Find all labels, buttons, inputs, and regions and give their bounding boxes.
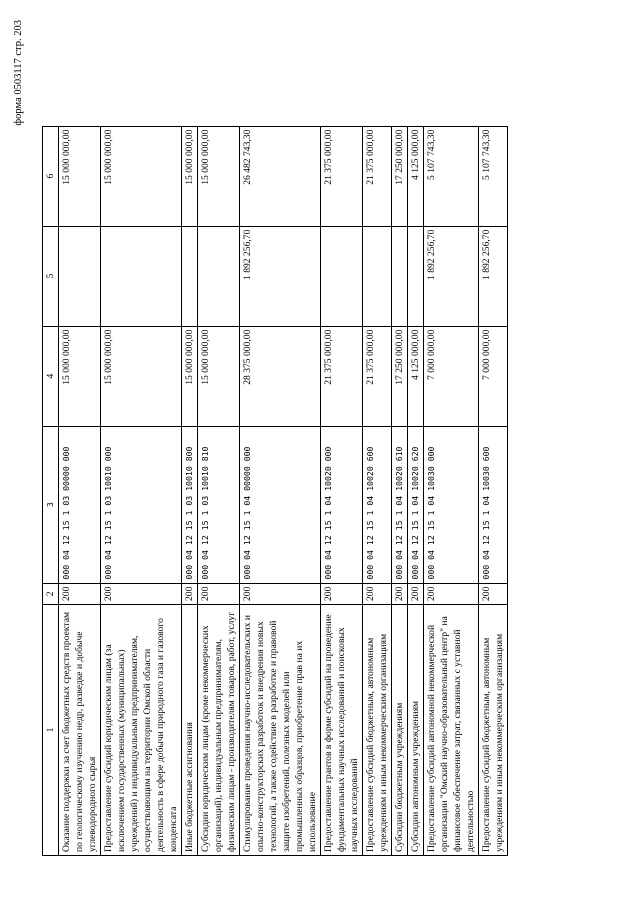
table-row bbox=[182, 126, 198, 855]
table-row bbox=[240, 126, 321, 855]
table-row bbox=[321, 126, 363, 855]
unexecuted-amount-cell: 15 000 000,00 bbox=[198, 126, 240, 226]
budget-code-cell: 000 04 12 15 1 04 10030 600 bbox=[479, 426, 508, 583]
executed-amount-cell bbox=[408, 226, 424, 326]
table-row bbox=[198, 126, 240, 855]
budget-code-cell: 000 04 12 15 1 03 10010 800 bbox=[182, 426, 198, 583]
unexecuted-amount-cell: 21 375 000,00 bbox=[363, 126, 392, 226]
line-code-cell: 200 bbox=[59, 583, 101, 604]
unexecuted-amount-cell: 15 000 000,00 bbox=[182, 126, 198, 226]
approved-amount-cell: 17 250 000,00 bbox=[392, 326, 408, 426]
unexecuted-amount-cell: 5 107 743,30 bbox=[479, 126, 508, 226]
executed-amount-cell bbox=[59, 226, 101, 326]
line-code-cell: 200 bbox=[408, 583, 424, 604]
indicator-name-cell: Предоставление субсидий юридическим лицам (за исключением государственных (муниципальных) учреждений) и индивидуальным предпринимателям, осуществляющим на территории Омской области деятельность в сфере добычи природного газа и газового конденсата bbox=[101, 605, 182, 856]
budget-code-cell: 000 04 12 15 1 04 10020 610 bbox=[392, 426, 408, 583]
budget-code-cell: 000 04 12 15 1 04 10020 620 bbox=[408, 426, 424, 583]
executed-amount-cell bbox=[321, 226, 363, 326]
approved-amount-cell: 15 000 000,00 bbox=[198, 326, 240, 426]
approved-amount-cell: 15 000 000,00 bbox=[182, 326, 198, 426]
header-cell: 5 bbox=[43, 226, 59, 326]
table-row bbox=[101, 126, 182, 855]
table-row bbox=[408, 126, 424, 855]
approved-amount-cell: 7 000 000,00 bbox=[479, 326, 508, 426]
header-cell: 6 bbox=[43, 126, 59, 226]
unexecuted-amount-cell: 17 250 000,00 bbox=[392, 126, 408, 226]
table-row bbox=[479, 126, 508, 855]
approved-amount-cell: 7 000 000,00 bbox=[424, 326, 479, 426]
line-code-cell: 200 bbox=[321, 583, 363, 604]
line-code-cell: 200 bbox=[363, 583, 392, 604]
header-cell: 1 bbox=[43, 605, 59, 856]
approved-amount-cell: 4 125 000,00 bbox=[408, 326, 424, 426]
line-code-cell: 200 bbox=[424, 583, 479, 604]
unexecuted-amount-cell: 4 125 000,00 bbox=[408, 126, 424, 226]
table-row bbox=[392, 126, 408, 855]
table-row bbox=[59, 126, 101, 855]
executed-amount-cell: 1 892 256,70 bbox=[240, 226, 321, 326]
line-code-cell: 200 bbox=[182, 583, 198, 604]
budget-table bbox=[42, 126, 508, 856]
table-row bbox=[424, 126, 479, 855]
budget-code-cell: 000 04 12 15 1 04 10020 000 bbox=[321, 426, 363, 583]
indicator-name-cell: Субсидии автономным учреждениям bbox=[408, 605, 424, 856]
executed-amount-cell: 1 892 256,70 bbox=[424, 226, 479, 326]
approved-amount-cell: 21 375 000,00 bbox=[321, 326, 363, 426]
executed-amount-cell bbox=[392, 226, 408, 326]
line-code-cell: 200 bbox=[198, 583, 240, 604]
indicator-name-cell: Оказание поддержки за счет бюджетных средств проектам по геологическому изучению недр, разведке и добыче углеводородного сырья bbox=[59, 605, 101, 856]
executed-amount-cell bbox=[363, 226, 392, 326]
header-cell: 3 bbox=[43, 426, 59, 583]
budget-code-cell: 000 04 12 15 1 03 10010 810 bbox=[198, 426, 240, 583]
approved-amount-cell: 21 375 000,00 bbox=[363, 326, 392, 426]
budget-code-cell: 000 04 12 15 1 03 10010 000 bbox=[101, 426, 182, 583]
budget-code-cell: 000 04 12 15 1 04 10030 000 bbox=[424, 426, 479, 583]
header-cell: 2 bbox=[43, 583, 59, 604]
indicator-name-cell: Субсидии юридическим лицам (кроме некоммерческих организаций), индивидуальным предпринимателям, физическим лицам - производителям товаров, работ, услуг bbox=[198, 605, 240, 856]
line-code-cell: 200 bbox=[240, 583, 321, 604]
indicator-name-cell: Предоставление субсидий автономной некоммерческой организации "Омский научно-образовательный центр" на финансовое обеспечение затрат, связанных с уставной деятельностью bbox=[424, 605, 479, 856]
unexecuted-amount-cell: 15 000 000,00 bbox=[59, 126, 101, 226]
unexecuted-amount-cell: 26 482 743,30 bbox=[240, 126, 321, 226]
unexecuted-amount-cell: 5 107 743,30 bbox=[424, 126, 479, 226]
unexecuted-amount-cell: 15 000 000,00 bbox=[101, 126, 182, 226]
line-code-cell: 200 bbox=[101, 583, 182, 604]
approved-amount-cell: 15 000 000,00 bbox=[101, 326, 182, 426]
table-row bbox=[363, 126, 392, 855]
executed-amount-cell: 1 892 256,70 bbox=[479, 226, 508, 326]
header-cell: 4 bbox=[43, 326, 59, 426]
approved-amount-cell: 28 375 000,00 bbox=[240, 326, 321, 426]
executed-amount-cell bbox=[198, 226, 240, 326]
indicator-name-cell: Предоставление грантов в форме субсидий на проведение фундаментальных научных исследований и поисковых научных исследований bbox=[321, 605, 363, 856]
line-code-cell: 200 bbox=[479, 583, 508, 604]
executed-amount-cell bbox=[182, 226, 198, 326]
indicator-name-cell: Стимулирование проведения научно-исследовательских и опытно-конструкторских разработок и внедрения новых технологий, а также содействие в разработке и правовой защите изобретений, полезных моделей или промышленных образцов, приобретение прав на их использование bbox=[240, 605, 321, 856]
budget-code-cell: 000 04 12 15 1 03 00000 000 bbox=[59, 426, 101, 583]
budget-code-cell: 000 04 12 15 1 04 00000 000 bbox=[240, 426, 321, 583]
form-label: форма 0503117 стр. 203 bbox=[13, 20, 24, 126]
indicator-name-cell: Предоставление субсидий бюджетным, автономным учреждениям и иным некоммерческим организациям bbox=[363, 605, 392, 856]
table-header-row bbox=[43, 126, 59, 855]
executed-amount-cell bbox=[101, 226, 182, 326]
approved-amount-cell: 15 000 000,00 bbox=[59, 326, 101, 426]
line-code-cell: 200 bbox=[392, 583, 408, 604]
budget-code-cell: 000 04 12 15 1 04 10020 600 bbox=[363, 426, 392, 583]
indicator-name-cell: Предоставление субсидий бюджетным, автономным учреждениям и иным некоммерческим организациям bbox=[479, 605, 508, 856]
indicator-name-cell: Субсидии бюджетным учреждениям bbox=[392, 605, 408, 856]
unexecuted-amount-cell: 21 375 000,00 bbox=[321, 126, 363, 226]
indicator-name-cell: Иные бюджетные ассигнования bbox=[182, 605, 198, 856]
